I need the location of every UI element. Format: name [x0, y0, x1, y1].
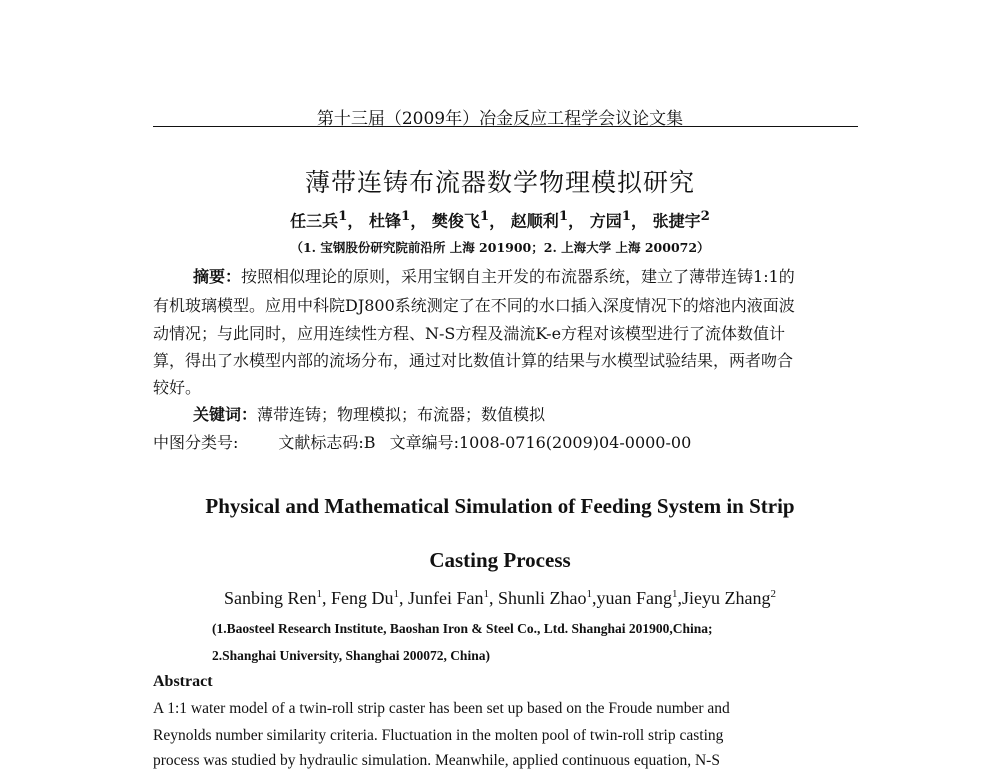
en-author-sep: , — [677, 588, 682, 608]
chinese-title: 薄带连铸布流器数学物理模拟研究 — [304, 168, 695, 197]
en-author-sup: 1 — [672, 588, 678, 600]
en-abstract-line-2: Reynolds number similarity criteria. Fluctuation in the molten pool of twin-roll strip casting — [153, 727, 724, 744]
cn-author-sep: ， — [568, 211, 585, 231]
en-author-sep: , — [592, 588, 597, 608]
cn-article-no: 文章编号:1008-0716(2009)04-0000-00 — [389, 433, 692, 452]
cn-doc-code: 文献标志码:B — [278, 433, 376, 452]
en-author: Jieyu Zhang — [682, 588, 771, 608]
cn-author-sep: ， — [410, 211, 427, 231]
cn-abstract-line-3: 动情况；与此同时，应用连续性方程、N-S方程及湍流K-e方程对该模型进行了流体数值计 — [153, 324, 786, 343]
cn-author-sup: 1 — [401, 208, 411, 224]
cn-author-sep: ， — [347, 211, 364, 231]
en-author-sup: 2 — [770, 588, 776, 600]
chinese-authors — [0, 208, 1000, 231]
en-author-sup: 1 — [483, 588, 489, 600]
en-author: Shunli Zhao — [498, 588, 587, 608]
cn-author-sup: 1 — [479, 208, 490, 224]
cn-abstract-line-1 — [193, 264, 795, 287]
cn-author: 杜锋 — [369, 211, 402, 231]
proceedings-header: 第十三届（2009年）冶金反应工程学会议论文集 — [316, 109, 684, 129]
english-affiliation-line-2: 2.Shanghai University, Shanghai 200072, China) — [212, 648, 490, 663]
chinese-affiliation: （1. 宝钢股份研究院前沿所 上海 201900；2. 上海大学 上海 200072） — [290, 240, 710, 255]
cn-abstract-line-2: 有机玻璃模型。应用中科院DJ800系统测定了在不同的水口插入深度情况下的熔池内液面波 — [153, 296, 795, 315]
en-author-sep: , — [399, 588, 408, 608]
english-title-line-1: Physical and Mathematical Simulation of Feeding System in Strip — [205, 494, 795, 518]
cn-abstract-line-5: 较好。 — [153, 378, 202, 397]
en-author: Feng Du — [331, 588, 394, 608]
cn-author-sup: 1 — [338, 208, 348, 224]
en-author-sep: , — [489, 588, 498, 608]
cn-abstract-label: 摘要： — [193, 267, 242, 286]
cn-author: 赵顺利 — [510, 211, 559, 231]
cn-author-sup: 1 — [558, 208, 569, 224]
en-author-sep: , — [322, 588, 331, 608]
cn-author-sup: 2 — [700, 208, 710, 224]
cn-author-sep: ， — [489, 211, 506, 231]
cn-classification — [153, 430, 691, 453]
cn-author: 张捷宇 — [652, 211, 701, 231]
en-abstract-line-3: process was studied by hydraulic simulation. Meanwhile, applied continuous equation, N-S — [153, 752, 720, 769]
en-author: yuan Fang — [596, 588, 672, 608]
cn-author-sep: ， — [630, 211, 647, 231]
en-abstract-line-1: A 1:1 water model of a twin-roll strip caster has been set up based on the Froude number and — [153, 700, 730, 717]
en-author: Sanbing Ren — [224, 588, 317, 608]
english-abstract-heading: Abstract — [153, 673, 213, 690]
header-rule — [153, 126, 858, 127]
cn-author: 方园 — [589, 211, 622, 231]
cn-keywords-text: 薄带连铸；物理模拟；布流器；数值模拟 — [257, 405, 546, 424]
cn-author: 任三兵 — [290, 211, 339, 231]
english-authors — [0, 588, 1000, 609]
en-author: Junfei Fan — [408, 588, 484, 608]
cn-abstract-text: 按照相似理论的原则，采用宝钢自主开发的布流器系统，建立了薄带连铸1:1的 — [241, 267, 795, 286]
cn-keywords — [193, 402, 545, 425]
cn-author: 樊俊飞 — [431, 211, 480, 231]
cn-keywords-label: 关键词： — [193, 405, 258, 424]
en-author-sup: 1 — [586, 588, 592, 600]
english-title-line-2: Casting Process — [429, 548, 571, 572]
cn-abstract-line-4: 算，得出了水模型内部的流场分布，通过对比数值计算的结果与水模型试验结果，两者吻合 — [153, 351, 794, 370]
en-author-sup: 1 — [316, 588, 322, 600]
en-author-sup: 1 — [393, 588, 399, 600]
cn-author-sup: 1 — [621, 208, 631, 224]
cn-class-label: 中图分类号: — [153, 433, 239, 452]
english-affiliation-line-1: (1.Baosteel Research Institute, Baoshan Iron & Steel Co., Ltd. Shanghai 201900,China; — [212, 621, 713, 636]
